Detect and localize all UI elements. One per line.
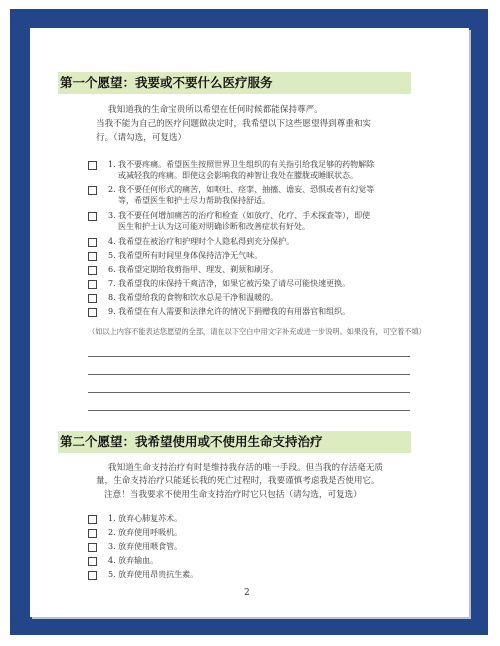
write-in-line[interactable] <box>88 392 410 393</box>
section2-intro-line1: 我知道生命支持治疗有时是维持我存活的唯一手段。但当我的存活毫无质 <box>108 463 384 473</box>
checkbox[interactable] <box>88 161 97 170</box>
checkbox[interactable] <box>88 515 97 524</box>
section2-heading: 第二个愿望：我希望使用或不使用生命支持治疗 <box>58 431 411 453</box>
section1-intro-line3: 行。（请勾选，可复选） <box>96 133 187 143</box>
section2-intro-line3: 注意！当我要求不使用生命支持治疗时它只包括（请勾选，可复选） <box>104 490 362 500</box>
checkbox[interactable] <box>88 186 97 195</box>
section2-intro-line2: 量，生命支持治疗只能延长我的死亡过程时，我要谨慎考虑我是否使用它。 <box>96 476 380 486</box>
write-in-line[interactable] <box>88 356 410 357</box>
checkbox[interactable] <box>88 529 97 538</box>
write-in-line[interactable] <box>88 374 410 375</box>
checkbox[interactable] <box>88 308 97 317</box>
checkbox[interactable] <box>88 557 97 566</box>
checkbox[interactable] <box>88 212 97 221</box>
checkbox[interactable] <box>88 252 97 261</box>
section1-intro-line2: 当我不能为自己的医疗问题做决定时，我希望以下这些愿望得到尊重和实 <box>96 119 372 129</box>
checkbox[interactable] <box>88 266 97 275</box>
section1-intro-line1: 我知道我的生命宝贵所以希望在任何时候都能保持尊严。 <box>108 105 323 115</box>
checkbox[interactable] <box>88 238 97 247</box>
section1-heading: 第一个愿望：我要或不要什么医疗服务 <box>58 72 411 94</box>
checkbox[interactable] <box>88 280 97 289</box>
write-in-line[interactable] <box>88 410 410 411</box>
checkbox[interactable] <box>88 571 97 580</box>
page-number: 2 <box>244 588 250 598</box>
section1-note: （如以上内容不能表达您愿望的全部，请在以下空白中用文字补充或进一步说明。如果没有，可空着不填） <box>88 327 426 336</box>
checkbox[interactable] <box>88 543 97 552</box>
checkbox[interactable] <box>88 294 97 303</box>
